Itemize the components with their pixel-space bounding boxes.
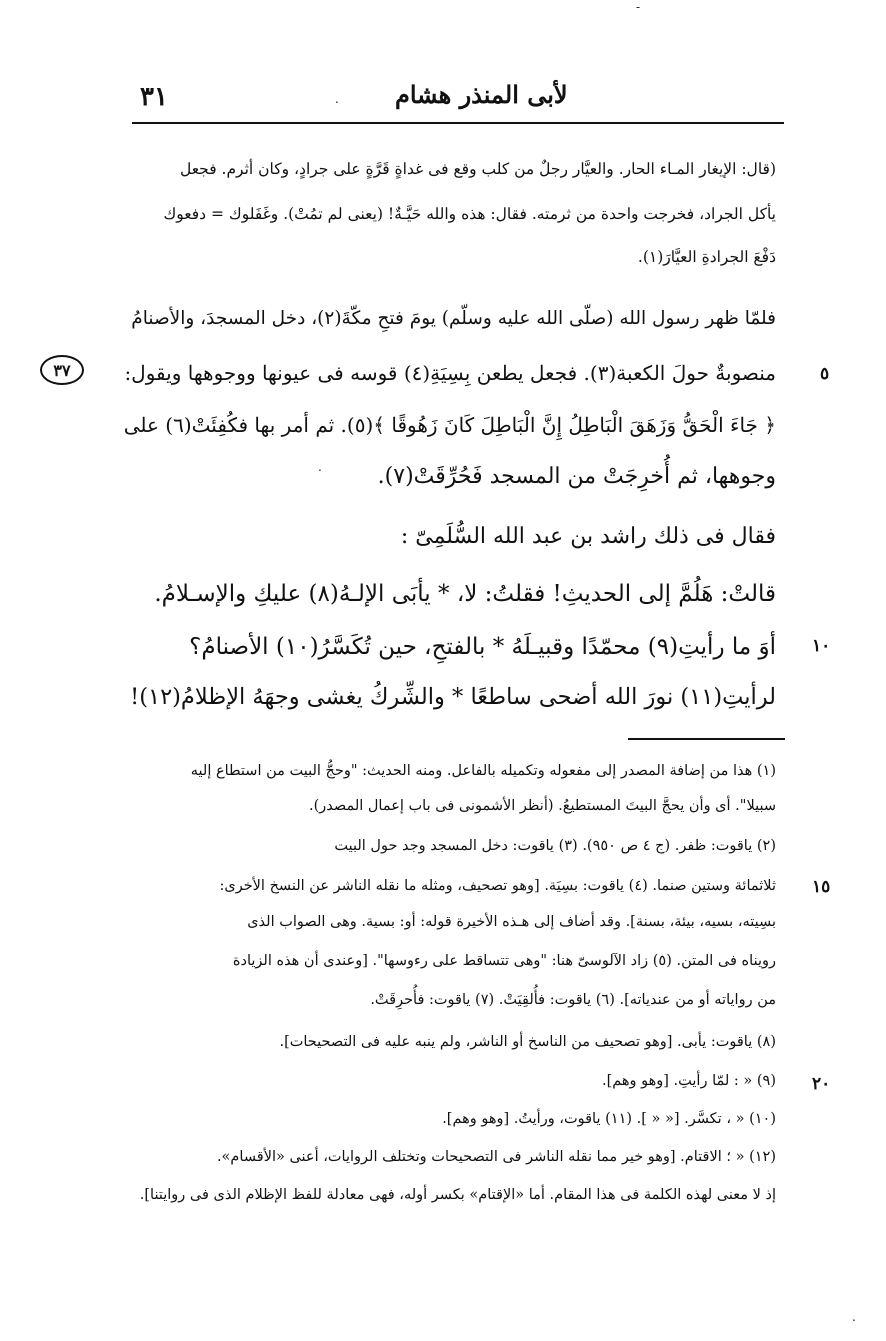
body-line: فقال فى ذلك راشد بن عبد الله السُّلَمِىّ : xyxy=(400,524,776,549)
footnote-line: (١٢) « ؛ الاقتام. [وهو خير مما نقله الناشر فى التصحيحات وتختلف الروايات، أعنى «الأقسام». xyxy=(216,1149,776,1165)
intro-line: (قال: الإيغار المـاء الحار. والعيَّار رجلٌ من كلب وقع فى غداةٍ قَرَّةٍ على جرادٍ، وكان أثرم. فجعل xyxy=(179,160,776,178)
intro-line: يأكل الجراد، فخرجت واحدة من ثرمته. فقال: هذه والله حَيَّـةٌ! (يعنى لم تمُتْ). وغَفَلوك = دفعوك xyxy=(163,205,776,223)
footnote-rule xyxy=(628,738,785,740)
manuscript-page-marker: ٣٧ xyxy=(40,355,84,385)
footnote-line: سبيلا". أى وأن يحجَّ البيتَ المستطيعُ. (أنظر الأشمونى فى باب إعمال المصدر). xyxy=(309,798,776,814)
scan-speck: - xyxy=(636,0,641,14)
header-dot: . xyxy=(335,92,339,106)
line-number-10: ١٠ xyxy=(812,636,831,656)
footnote-line: رويناه فى المتن. (٥) زاد الآلوسىّ هنا: "وهى تتساقط على رءوسها". [وعندى أن هذه الزيادة xyxy=(232,953,776,969)
footnote-line: (٩) « : لمّا رأيتِ. [وهو وهم]. xyxy=(601,1073,776,1089)
footnote-line: بسِيته، بسيه، بيئة، بسنة]. وقد أضاف إلى هـذه الأخيرة قوله: أو: بسية. وهى الصواب الذى xyxy=(247,914,776,930)
footnote-line: (٨) ياقوت: يأبى. [وهو تصحيف من الناسخ أو الناشر، ولم ينبه عليه فى التصحيحات]. xyxy=(279,1034,776,1050)
footnote-line: ثلاثمائة وستين صنما. (٤) ياقوت: بسِيَة. [وهو تصحيف، ومثله ما نقله الناشر عن النسخ الأخرى: xyxy=(219,878,776,894)
body-line: وجوهها، ثم أُخرِجَتْ من المسجد فَحُرِّقَتْ(٧). xyxy=(377,464,776,489)
footnote-line: (١) هذا من إضافة المصدر إلى مفعوله وتكميله بالفاعل. ومنه الحديث: "وحجُّ البيت من استطاع إليه xyxy=(190,763,776,779)
footnote-line: (٢) ياقوت: ظفر. (ج ٤ ص ٩٥٠). (٣) ياقوت: دخل المسجد وجد حول البيت xyxy=(334,838,776,854)
footnote-line: من رواياته أو من عندياته]. (٦) ياقوت: فأُلقِيَتْ. (٧) ياقوت: فأُحرِقَتْ. xyxy=(370,992,776,1008)
body-line: منصوبةٌ حولَ الكعبة(٣). فجعل يطعن بِسِيَةِ(٤) قوسه فى عيونها ووجوهها ويقول: xyxy=(124,361,776,385)
line-number-20: ٢٠ xyxy=(812,1074,831,1094)
verse-line: أوَ ما رأيتِ(٩) محمّدًا وقبيـلَهُ * بالفتحِ، حين تُكَسَّرُ(١٠) الأصنامُ؟ xyxy=(189,634,776,660)
line-number-15: ١٥ xyxy=(812,877,831,897)
line-number-5: ٥ xyxy=(820,364,830,384)
scan-speck: . xyxy=(318,460,322,474)
scan-speck: . xyxy=(852,1310,856,1324)
verse-line: قالتْ: هَلُمَّ إلى الحديثِ! فقلتُ: لا، * يأبَى الإلـهُ(٨) عليكِ والإسـلامُ. xyxy=(154,581,776,607)
footnote-line: إذ لا معنى لهذه الكلمة فى هذا المقام. أما «الإقتام» بكسر أوله، فهى معادلة للفظ الإظلام الذى فى روايتنا]. xyxy=(139,1187,776,1203)
footnote-line: (١٠) « ، تكسَّر. [« « ]. (١١) ياقوت، ورأيتُ. [وهو وهم]. xyxy=(442,1111,776,1127)
body-line: فلمّا ظهر رسول الله (صلّى الله عليه وسلّم) يومَ فتحِ مكّةَ(٢)، دخل المسجدَ، والأصنامُ xyxy=(131,308,776,329)
body-line: ﴿ جَاءَ الْحَقُّ وَزَهَقَ الْبَاطِلُ إِنَّ الْبَاطِلَ كَانَ زَهُوقًا ﴾(٥). ثم أمر بها فكُفِئَتْ(٦) على xyxy=(123,413,776,437)
intro-line: دَفْعَ الجرادةِ العيَّارَ(١). xyxy=(637,248,776,266)
page-number: ٣١ xyxy=(140,82,168,112)
header-rule xyxy=(132,122,784,124)
running-title: لأبى المنذر هشام xyxy=(395,80,568,109)
verse-line: لرأيتِ(١١) نورَ الله أضحى ساطعًا * والشِّركُ يغشى وجهَهُ الإظلامُ(١٢)! xyxy=(130,684,776,710)
